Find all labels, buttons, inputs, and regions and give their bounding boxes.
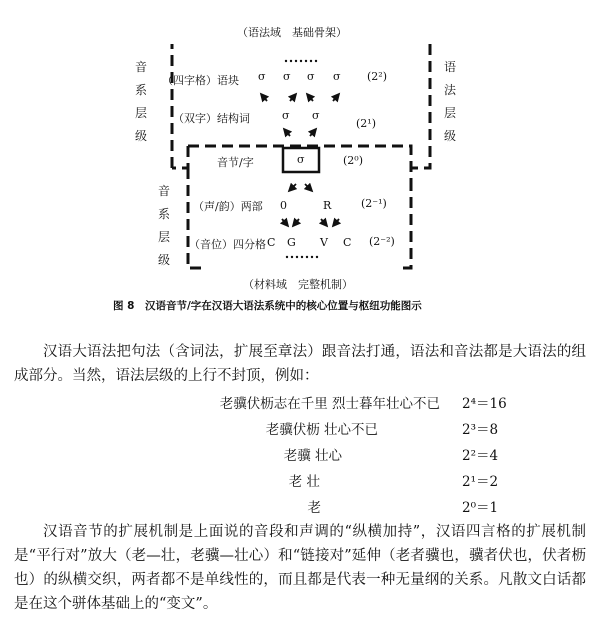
example-text: 老 壮	[288, 474, 320, 490]
row-label-four-part: （音位）四分格	[189, 238, 266, 251]
example-row-4	[0, 470, 595, 492]
row4-power: (2⁻¹)	[361, 197, 387, 210]
example-formula: 2³＝8	[462, 422, 499, 438]
right-upper-vertical-label: 语 法 层 级	[443, 60, 456, 143]
row2-symbol-1: σ	[282, 109, 290, 122]
left-lower-bracket	[188, 168, 201, 268]
row4-symbol-2: R	[323, 199, 332, 212]
center-box-left	[172, 146, 188, 168]
example-row-5	[0, 496, 595, 518]
top-label: （语法域 基础骨架）	[237, 26, 347, 39]
example-row-3	[0, 444, 595, 466]
row5-symbol-1: C	[267, 236, 276, 249]
row1-power: (2²)	[367, 70, 387, 83]
example-formula: 2²＝4	[462, 448, 499, 464]
row-label-two-part: （声/韵）两部	[193, 200, 263, 213]
example-text: 老骥伏枥志在千里 烈士暮年壮心不已	[219, 396, 440, 412]
example-row-1	[0, 392, 595, 414]
example-formula: 2¹＝2	[462, 474, 499, 490]
row2-symbol-2: σ	[312, 109, 320, 122]
paragraph-1: 汉语大语法把句法（含词法，扩展至章法）跟音法打通，语法和音法都是大语法的组成部分。当然，语法层级的上行不封顶，例如：	[14, 344, 586, 384]
example-text: 老骥伏枥 壮心不已	[265, 422, 378, 438]
row5-symbol-3: V	[320, 236, 328, 249]
row-label-four-char: （四字格）语块	[162, 74, 239, 87]
row5-power: (2⁻²)	[369, 235, 395, 248]
example-formula: 2⁴＝16	[462, 396, 507, 412]
row1-symbol-3: σ	[307, 70, 315, 83]
figure-caption: 图 8 汉语音节/字在汉语大语法系统中的核心位置与枢纽功能图示	[113, 300, 422, 312]
right-upper-bracket	[411, 44, 430, 168]
bottom-label: （材料域 完整机制）	[243, 278, 353, 291]
row-label-two-char: （双字）结构词	[173, 112, 250, 125]
row3-power: (2⁰)	[343, 154, 363, 167]
example-text: 老	[307, 500, 321, 516]
row5-symbol-4: C	[343, 236, 352, 249]
row1-symbol-4: σ	[333, 70, 341, 83]
left-lower-vertical-label: 音 系 层 级	[157, 184, 170, 267]
right-lower-bracket	[400, 180, 411, 268]
row3-symbol-sigma: σ	[297, 153, 305, 166]
example-formula: 2⁰＝1	[462, 500, 499, 516]
example-text: 老骥 壮心	[283, 448, 342, 464]
row4-symbol-1: 0	[280, 199, 287, 212]
row5-symbol-2: G	[287, 236, 296, 249]
row-label-syllable: 音节/字	[217, 156, 254, 169]
left-upper-vertical-label: 音 系 层 级	[134, 60, 147, 143]
diagram-lines	[0, 0, 595, 300]
paragraph-2: 汉语音节的扩展机制是上面说的音段和声调的“纵横加持”，汉语四言格的扩展机制是“平行对”放大（老—壮，老骥—壮心）和“链接对”延伸（老者骥也，骥者伏也，伏者枥也）的纵横交织，两者都不是单线性的，而且都是代表一种无量纲的关系。凡散文白话都是在这个骈体基础上的“变文”。	[14, 524, 586, 612]
row1-symbol-1: σ	[258, 70, 266, 83]
row1-symbol-2: σ	[283, 70, 291, 83]
row2-power: (2¹)	[356, 117, 376, 130]
example-row-2	[0, 418, 595, 440]
figure-diagram	[0, 0, 595, 300]
